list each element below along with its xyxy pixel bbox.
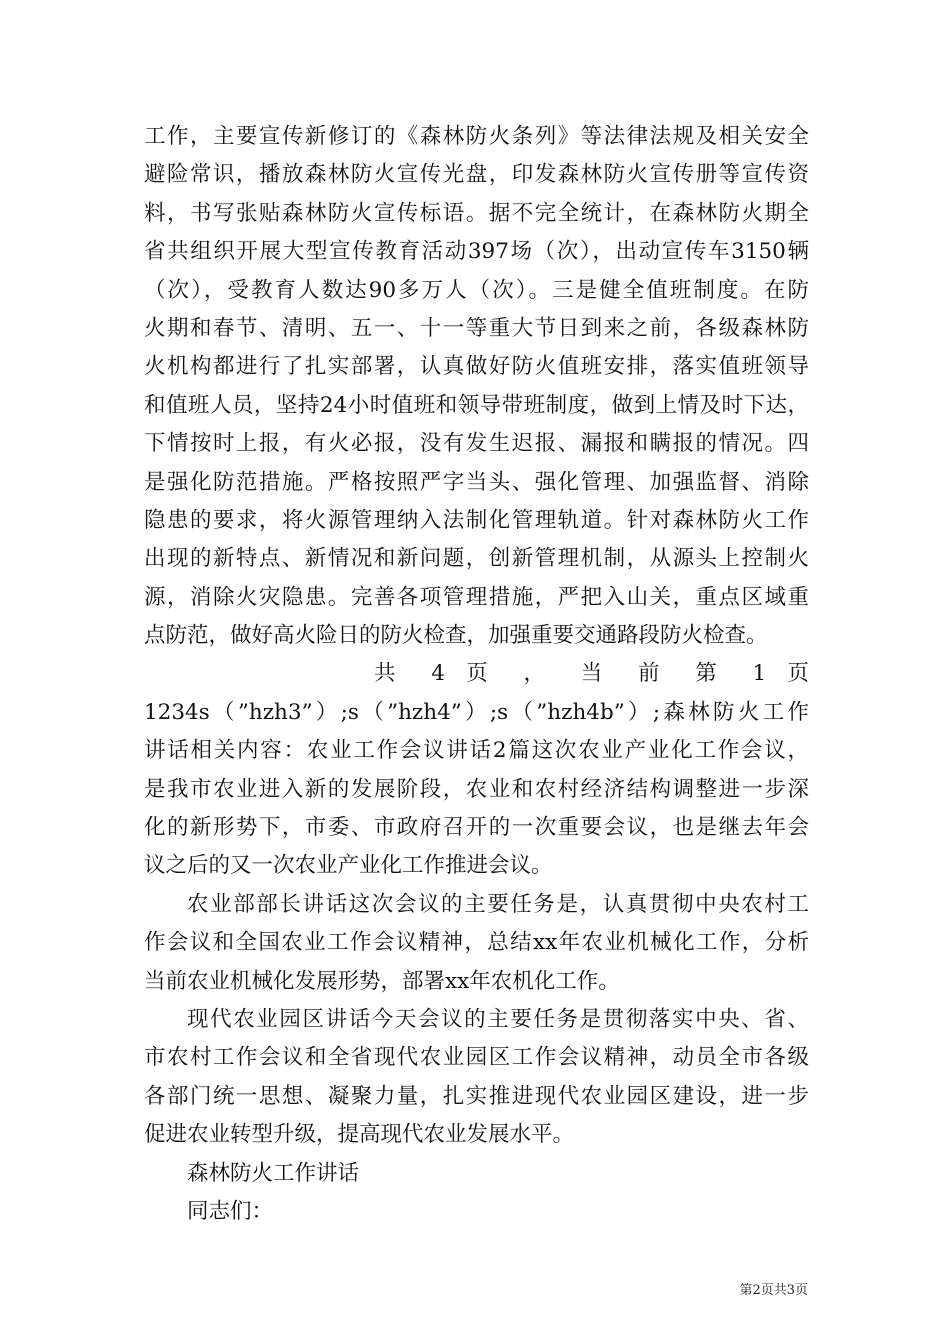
- section-title: 森林防火工作讲话: [187, 1160, 360, 1186]
- text-line: 化的新形势下，市委、市政府召开的一次重要会议，也是继去年会: [144, 815, 809, 841]
- page-footer: 第2页共3页: [739, 1283, 808, 1298]
- text-line: 料，书写张贴森林防火宣传标语。据不完全统计，在森林防火期全: [144, 200, 809, 226]
- text-line: 火机构都进行了扎实部署，认真做好防火值班安排，落实值班领导: [144, 354, 809, 380]
- text-line: 各部门统一思想、凝聚力量，扎实推进现代农业园区建设，进一步: [144, 1083, 809, 1109]
- text-line: 火期和春节、清明、五一、十一等重大节日到来之前，各级森林防: [144, 315, 809, 341]
- text-line: 1234s（”hzh3”）;s（”hzh4”）;s（”hzh4b”）;森林防火工作: [144, 699, 809, 725]
- text-line: 和值班人员，坚持24小时值班和领导带班制度，做到上情及时下达，: [144, 392, 809, 418]
- text-line: 下情按时上报，有火必报，没有发生迟报、漏报和瞒报的情况。四: [144, 431, 809, 457]
- text-line: 是我市农业进入新的发展阶段，农业和农村经济结构调整进一步深: [144, 776, 809, 802]
- text-line: 省共组织开展大型宣传教育活动397场（次），出动宣传车3150辆: [144, 239, 809, 265]
- text-line: 农业部部长讲话这次会议的主要任务是，认真贯彻中央农村工: [187, 891, 809, 917]
- text-line: 源，消除火灾隐患。完善各项管理措施，严把入山关，重点区域重: [144, 584, 809, 610]
- page-counter-line: 共 4 页 ， 当 前 第 1 页: [374, 661, 809, 687]
- text-line: 隐患的要求，将火源管理纳入法制化管理轨道。针对森林防火工作: [144, 507, 809, 533]
- text-line: 市农村工作会议和全省现代农业园区工作会议精神，动员全市各级: [144, 1045, 809, 1071]
- salutation: 同志们：: [187, 1198, 274, 1224]
- text-line: （次），受教育人数达90多万人（次）。三是健全值班制度。在防: [144, 277, 809, 303]
- text-line: 是强化防范措施。严格按照严字当头、强化管理、加强监督、消除: [144, 469, 809, 495]
- text-line: 议之后的又一次农业产业化工作推进会议。: [144, 853, 553, 879]
- text-line: 讲话相关内容：农业工作会议讲话2篇这次农业产业化工作会议，: [144, 738, 809, 764]
- text-line: 避险常识，播放森林防火宣传光盘，印发森林防火宣传册等宣传资: [144, 162, 809, 188]
- text-line: 出现的新特点、新情况和新问题，创新管理机制，从源头上控制火: [144, 546, 809, 572]
- text-line: 现代农业园区讲话今天会议的主要任务是贯彻落实中央、省、: [187, 1006, 809, 1032]
- text-line: 当前农业机械化发展形势，部署xx年农机化工作。: [144, 968, 620, 994]
- text-line: 工作，主要宣传新修订的《森林防火条列》等法律法规及相关安全: [144, 124, 809, 149]
- text-line: 作会议和全国农业工作会议精神，总结xx年农业机械化工作，分析: [144, 930, 809, 956]
- document-body: [144, 118, 809, 1231]
- text-line: 促进农业转型升级，提高现代农业发展水平。: [144, 1122, 575, 1148]
- text-line: 点防范，做好高火险日的防火检查，加强重要交通路段防火检查。: [144, 623, 768, 649]
